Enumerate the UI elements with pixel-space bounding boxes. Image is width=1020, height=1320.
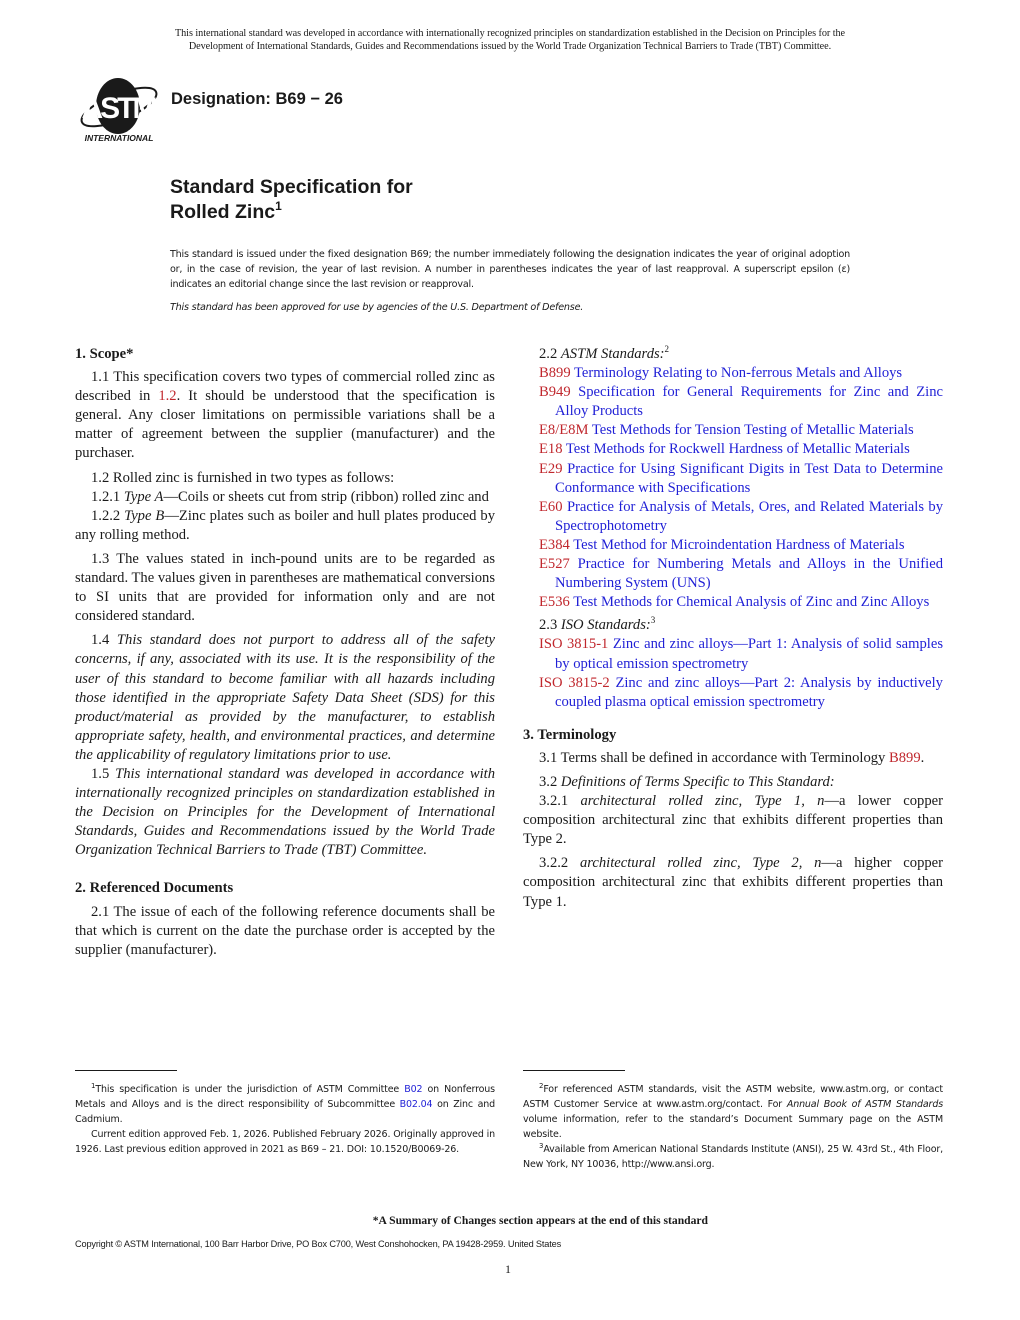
summary-of-changes-note: *A Summary of Changes section appears at the end of this standard — [372, 1214, 708, 1227]
reference-code-link[interactable]: E527 — [539, 556, 570, 573]
tbt-notice-line-1: This international standard was developed in accordance with internationally recognized principles on standardization established in the Decision on Principles for the — [174, 28, 846, 39]
link-b02-04[interactable]: B02.04 — [399, 1099, 433, 1110]
reference-code-link[interactable]: ISO 3815-2 — [539, 674, 610, 691]
section-1-heading: 1. Scope* — [75, 346, 134, 362]
reference-code-link[interactable]: E384 — [539, 536, 570, 553]
title-line-1: Standard Specification for — [170, 176, 413, 198]
reference-title-link[interactable]: Specification for General Requirements for Zinc and Zinc Alloy Products — [555, 384, 943, 420]
footnote-2-marker[interactable]: 2 — [664, 344, 670, 354]
link-b02[interactable]: B02 — [404, 1084, 423, 1095]
section-3-heading: 3. Terminology — [523, 726, 617, 743]
reference-code-link[interactable]: E536 — [539, 594, 570, 611]
para-1-2: 1.2 Rolled zinc is furnished in two types as follows: — [91, 469, 395, 486]
footnote-2: $^2$For referenced ASTM standards, visit the ASTM website, www.astm.org, or contact ASTM Customer Service at www.astm.org/contact. For Annual Book of ASTM Standards volume information, refer to the standard’s Document Summary page on the ASTM website. — [523, 1082, 943, 1140]
reference-item — [523, 498, 943, 536]
reference-code-link[interactable]: ISO 3815-1 — [539, 636, 609, 653]
reference-code-link[interactable]: E60 — [539, 498, 563, 515]
tbt-notice-line-2: Development of International Standards, Guides and Recommendations issued by the World Trade Organization Technical Barriers to Trade (TBT) Committee. — [188, 41, 832, 52]
page-number: 1 — [505, 1262, 511, 1276]
astm-logo — [74, 76, 164, 144]
title-footnote-marker[interactable]: 1 — [275, 199, 282, 213]
svg-text:ASTM: ASTM — [81, 92, 155, 125]
footnotes-right — [523, 1082, 943, 1172]
designation: Designation: B69 − 26 — [171, 90, 343, 108]
reference-title-link[interactable]: Test Methods for Chemical Analysis of Zinc and Zinc Alloys — [573, 594, 930, 611]
reference-code-link[interactable]: E8/E8M — [539, 422, 589, 439]
para-1-2-2: 1.2.2 Type B—Zinc plates such as boiler and hull plates produced by any rolling method. — [75, 507, 495, 543]
reference-item — [523, 593, 943, 612]
link-b899[interactable]: B899 — [889, 749, 921, 766]
footnote-3-marker[interactable]: 3 — [650, 615, 656, 626]
para-1-3: 1.3 The values stated in inch-pound units are to be regarded as standard. The values given in parentheses are mathematical conversions to SI units that are provided for information only and are not considered standard. — [75, 550, 495, 625]
para-2-2: 2.2 ASTM Standards:$^2$ — [539, 344, 670, 362]
reference-item — [523, 536, 943, 555]
para-3-2-2: 3.2.2 architectural rolled zinc, Type 2, n—a higher copper composition architectural zinc that exhibits different properties than Type 1. — [523, 855, 944, 910]
reference-title-link[interactable]: Practice for Using Significant Digits in Test Data to Determine Conformance with Specifications — [555, 460, 943, 496]
reference-title-link[interactable]: Terminology Relating to Non-ferrous Metals and Alloys — [574, 365, 903, 382]
reference-item — [523, 364, 943, 383]
reference-code-link[interactable]: E18 — [539, 441, 563, 458]
reference-title-link[interactable]: Practice for Analysis of Metals, Ores, and Related Materials by Spectrophotometry — [555, 498, 943, 534]
svg-text:INTERNATIONAL: INTERNATIONAL — [84, 133, 154, 143]
para-3-2-1: 3.2.1 architectural rolled zinc, Type 1, n—a lower copper composition architectural zinc that exhibits different properties than Type 2. — [523, 793, 943, 848]
astm-logo-icon — [74, 76, 164, 144]
reference-title-link[interactable]: Zinc and zinc alloys—Part 1: Analysis of solid samples by optical emission spectrometry — [555, 636, 944, 672]
footnote-divider-right — [523, 1070, 625, 1071]
document-title — [170, 175, 413, 225]
footnote-3: $^3$Available from American National Standards Institute (ANSI), 25 W. 43rd St., 4th Floor, New York, NY 10036, http://www.ansi.org. — [523, 1142, 943, 1170]
para-1-1: 1.1 This specification covers two types of commercial rolled zinc as described in 1.2. It should be understood that the specification is general. Any closer limitations on permissible variations shall be a matter of agreement between the supplier (manufacturer) and the purchaser. — [75, 369, 495, 462]
reference-title-link[interactable]: Test Methods for Rockwell Hardness of Metallic Materials — [565, 441, 910, 458]
issuance-note: This standard is issued under the fixed designation B69; the number immediately following the designation indicates the year of original adoption or, in the case of revision, the year of last revision. A number in parentheses indicates the year of last reapproval. A superscript epsilon (ε) indicates an editorial change since the last revision or reapproval. — [170, 249, 850, 290]
reference-item — [523, 383, 943, 421]
right-column — [523, 345, 943, 917]
reference-item — [523, 440, 943, 459]
para-2-3: 2.3 ISO Standards:$^3$ — [539, 615, 656, 634]
iso-reference-list — [523, 635, 943, 711]
reference-item — [523, 635, 943, 673]
para-3-1: 3.1 Terms shall be defined in accordance with Terminology B899. — [539, 749, 925, 766]
footnote-1: $^1$This specification is under the jurisdiction of ASTM Committee B02 on Nonferrous Metals and Alloys and is the direct responsibility of Subcommittee B02.04 on Zinc and Cadmium. — [75, 1082, 496, 1125]
link-1-2[interactable]: 1.2 — [158, 388, 177, 405]
para-2-1: 2.1 The issue of each of the following reference documents shall be that which is current on the date the purchase order is accepted by the supplier (manufacturer). — [75, 903, 495, 958]
left-column — [75, 345, 495, 965]
dod-approval-note: This standard has been approved for use by agencies of the U.S. Department of Defense. — [170, 302, 584, 313]
reference-code-link[interactable]: B899 — [539, 365, 571, 382]
reference-title-link[interactable]: Zinc and zinc alloys—Part 2: Analysis by inductively coupled plasma optical emission spectrometry — [555, 674, 943, 710]
footnote-divider-left — [75, 1070, 177, 1071]
astm-reference-list — [523, 364, 943, 612]
footnotes-left — [75, 1082, 495, 1157]
reference-item — [523, 674, 943, 712]
para-1-4: 1.4 This standard does not purport to address all of the safety concerns, if any, associated with its use. It is the responsibility of the user of this standard to become familiar with all hazards including those identified in the appropriate Safety Data Sheet (SDS) for this product/material as provided by the manufacturer, to establish appropriate safety, health, and environmental practices, and determine the applicability of regulatory limitations prior to use. — [75, 632, 495, 763]
section-2-heading: 2. Referenced Documents — [75, 880, 234, 897]
reference-item — [523, 460, 943, 498]
footnote-1-edition: Current edition approved Feb. 1, 2026. Published February 2026. Originally approved in 1926. Last previous edition approved in 2021 as B69 – 21. DOI: 10.1520/B0069-26. — [75, 1129, 495, 1155]
copyright-line: Copyright © ASTM International, 100 Barr Harbor Drive, PO Box C700, West Conshohocken, PA 19428-2959. United States — [75, 1239, 562, 1249]
reference-code-link[interactable]: B949 — [539, 384, 571, 401]
reference-item — [523, 555, 943, 593]
reference-code-link[interactable]: E29 — [539, 460, 563, 477]
reference-title-link[interactable]: Practice for Numbering Metals and Alloys in the Unified Numbering System (UNS) — [555, 556, 943, 592]
reference-title-link[interactable]: Test Methods for Tension Testing of Metallic Materials — [591, 422, 914, 439]
para-1-5: 1.5 This international standard was developed in accordance with internationally recognized principles on standardization established in the Decision on Principles for the Development of International Standards, Guides and Recommendations issued by the World Trade Organization Technical Barriers to Trade (TBT) Committee. — [75, 765, 496, 859]
reference-title-link[interactable]: Test Method for Microindentation Hardness of Materials — [573, 536, 905, 553]
para-3-2: 3.2 Definitions of Terms Specific to This Standard: — [539, 773, 835, 790]
para-1-2-1: 1.2.1 Type A—Coils or sheets cut from strip (ribbon) rolled zinc and — [91, 488, 489, 505]
reference-item — [523, 421, 943, 440]
tbt-notice — [60, 27, 960, 53]
title-line-2: Rolled Zinc$^1$ — [170, 199, 282, 223]
